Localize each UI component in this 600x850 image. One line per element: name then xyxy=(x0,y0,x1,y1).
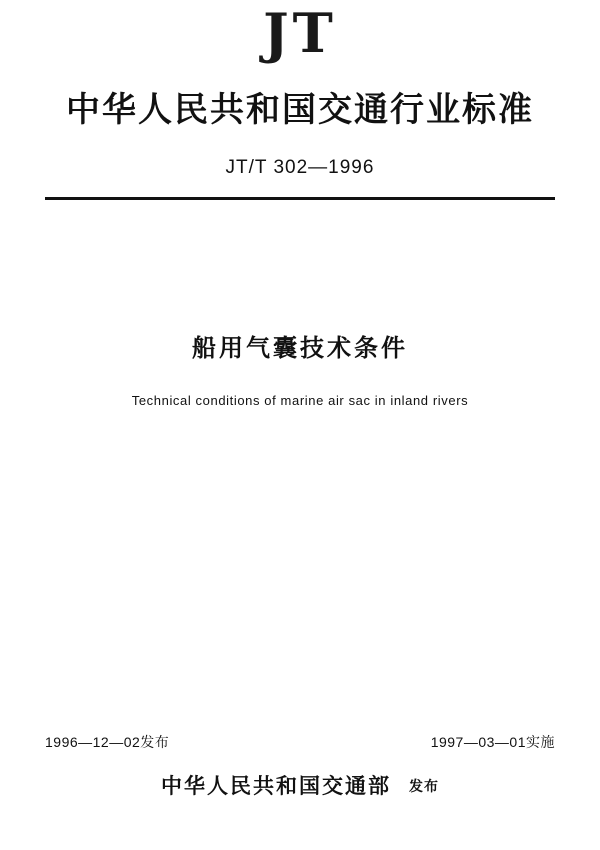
issuing-authority xyxy=(0,770,600,800)
jt-logo-icon: JT xyxy=(263,1,337,65)
subject-title-chinese: 船用气囊技术条件 xyxy=(192,334,408,362)
header-divider xyxy=(45,197,555,200)
issue-date: 1996—12—02发布 xyxy=(45,734,170,750)
subject-title-english: Technical conditions of marine air sac in inland rivers xyxy=(131,393,469,408)
issuing-authority-verb: 发布 xyxy=(409,779,439,795)
effective-date: 1997—03—01实施 xyxy=(430,734,555,750)
date-line xyxy=(45,732,555,752)
standard-title: 中华人民共和国交通行业标准 xyxy=(66,90,534,130)
standard-number: JT/T 302—1996 xyxy=(225,157,375,178)
issuing-authority-name: 中华人民共和国交通部 xyxy=(161,774,391,798)
logo-container xyxy=(45,0,555,66)
